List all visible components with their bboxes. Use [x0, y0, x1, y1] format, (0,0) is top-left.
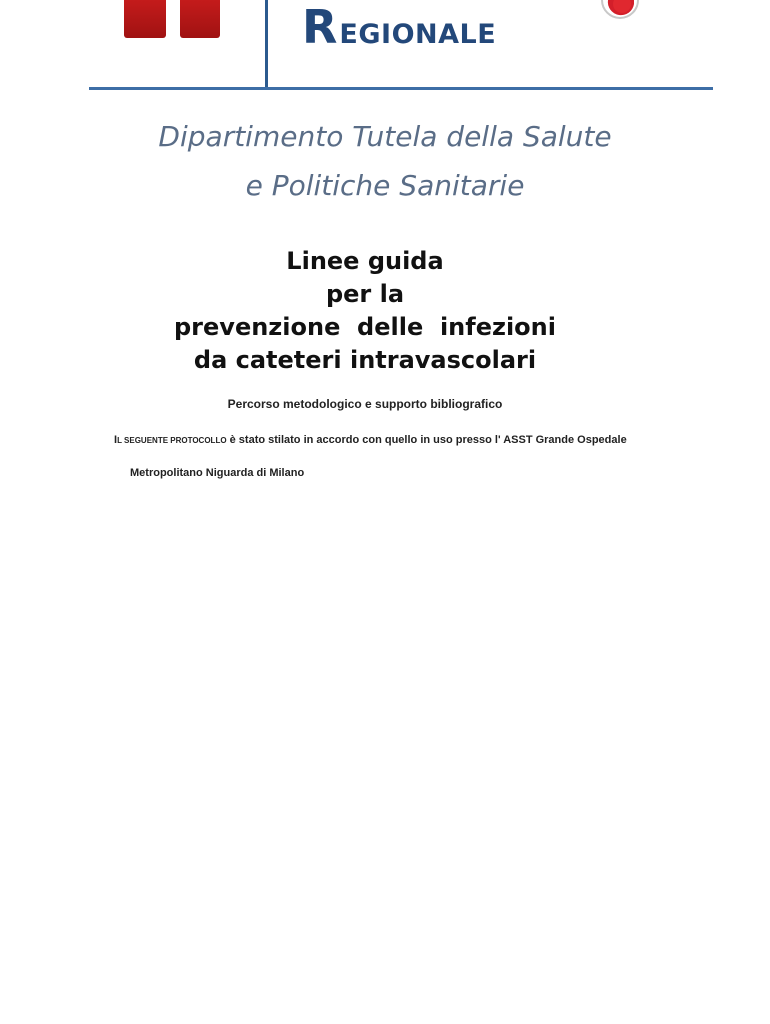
logo-red-block-right: [180, 0, 220, 38]
main-title-line-2: per la: [325, 280, 405, 308]
logo-red-block-left: [124, 0, 166, 38]
department-title-line-1: Dipartimento Tutela della Salute: [158, 120, 612, 153]
logo-vertical-divider: [265, 0, 268, 88]
document-subtitle: Percorso metodologico e supporto bibliografico: [227, 397, 503, 411]
regionale-rest-letters: EGIONALE: [339, 19, 497, 50]
main-title-line-1: Linee guida: [286, 247, 444, 275]
protocol-initial: I: [114, 434, 118, 446]
main-title-line-4: da cateteri intravascolari: [193, 346, 537, 374]
protocol-smallcaps: L SEGUENTE PROTOCOLLO: [117, 436, 227, 445]
header-logo-block: [0, 0, 770, 100]
main-title-line-3: prevenzione delle infezioni: [174, 313, 556, 341]
document-main-title: [100, 245, 630, 377]
protocol-statement: [114, 434, 694, 446]
red-circle-emblem-icon: [598, 0, 642, 22]
header-horizontal-rule: [89, 87, 713, 90]
regionale-cap-letter: R: [302, 0, 338, 54]
protocol-statement-line-2: Metropolitano Niguarda di Milano: [130, 467, 305, 479]
regionale-wordmark: [302, 0, 497, 54]
department-title: [0, 112, 770, 210]
protocol-rest: è stato stilato in accordo con quello in uso presso l' ASST Grande Ospedale: [226, 434, 627, 446]
department-title-line-2: e Politiche Sanitarie: [245, 169, 525, 202]
